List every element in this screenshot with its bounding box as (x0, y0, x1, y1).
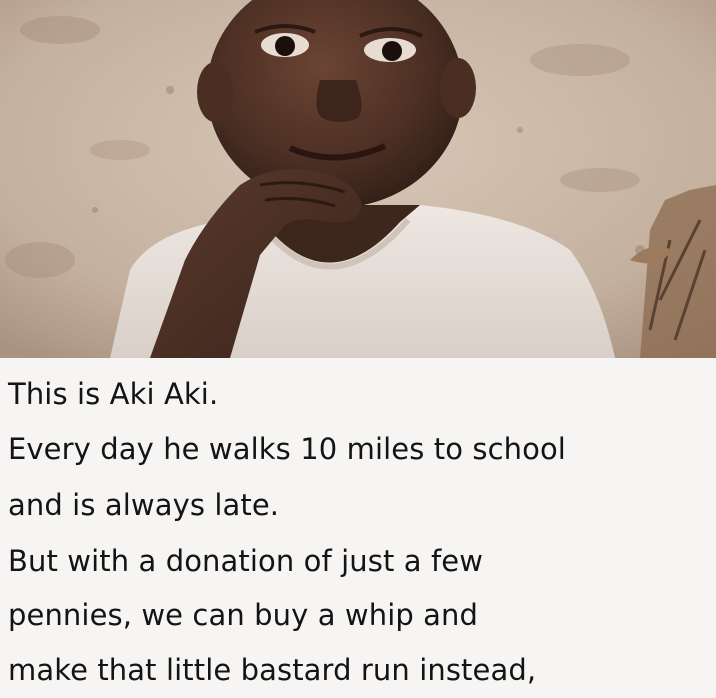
caption-line-6: make that little bastard run instead, (8, 653, 537, 687)
nose (316, 80, 361, 122)
caption-line-5: pennies, we can buy a whip and (8, 598, 479, 632)
meme-caption (0, 358, 716, 698)
caption-line-2: Every day he walks 10 miles to school (8, 432, 566, 466)
caption-line-1: This is Aki Aki. (8, 377, 219, 411)
caption-line-3: and is always late. (8, 488, 280, 522)
caption-line-4: But with a donation of just a few (8, 544, 484, 578)
